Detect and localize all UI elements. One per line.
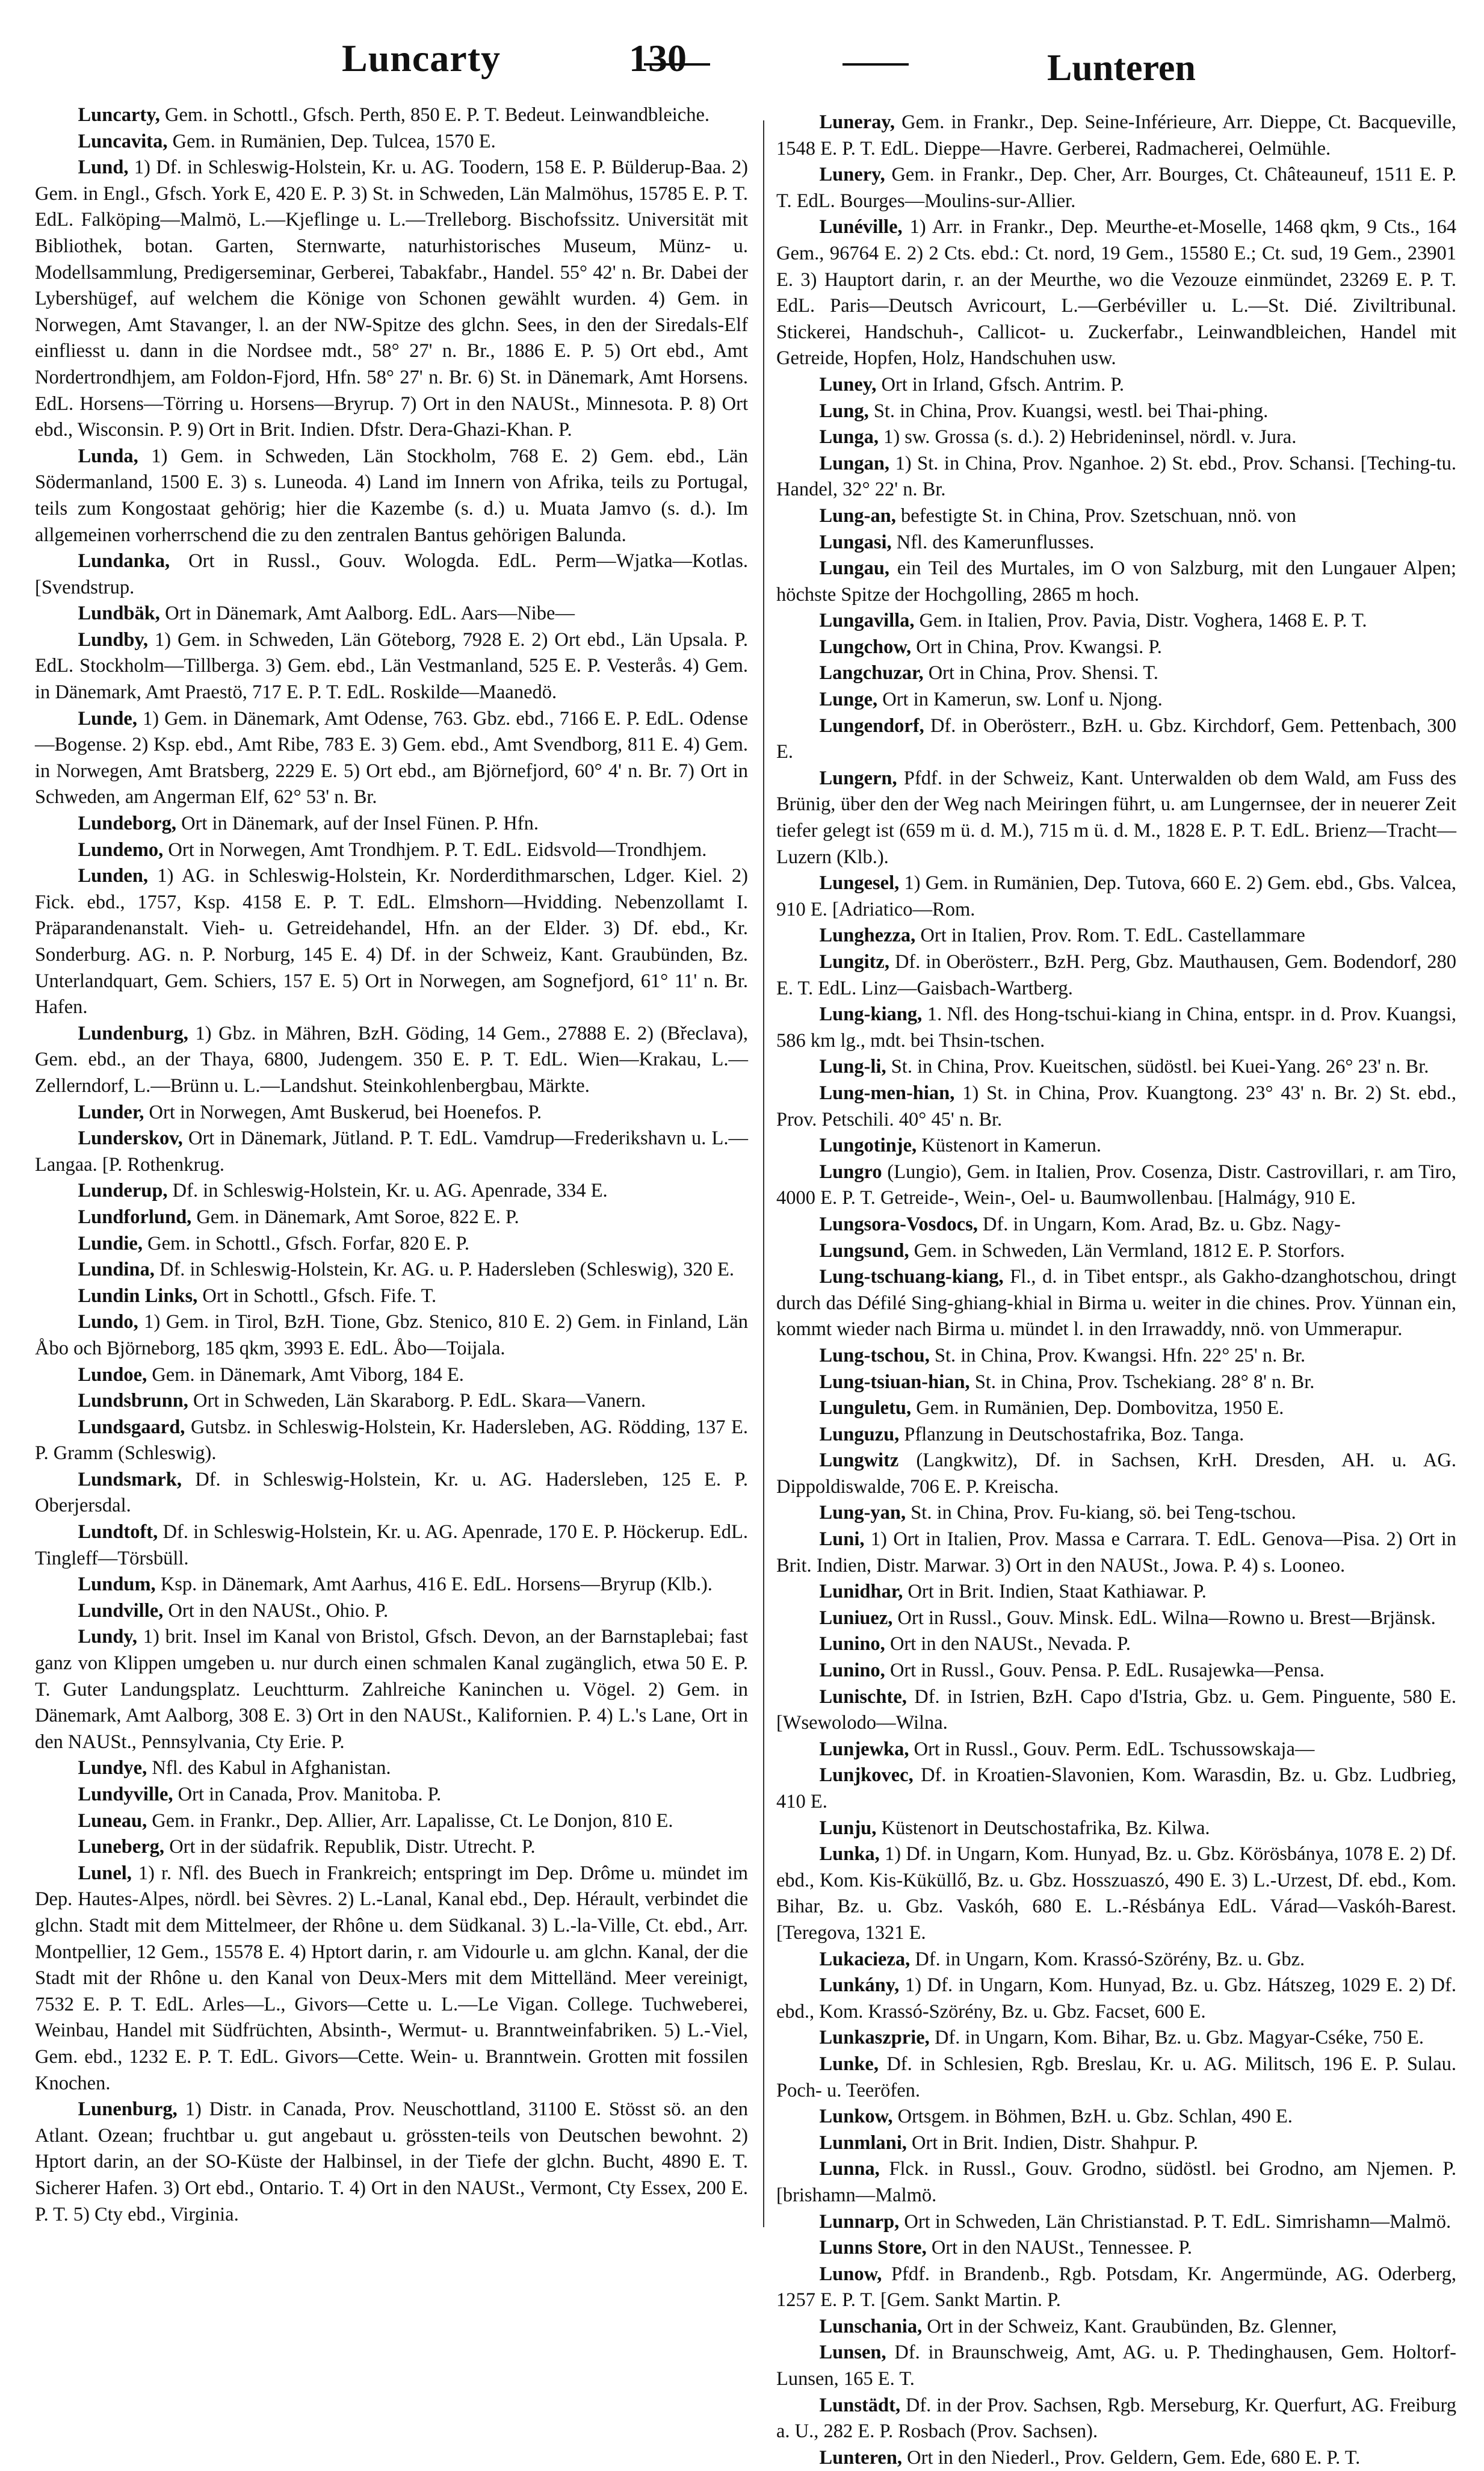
entry-headword: Lunga, (819, 426, 879, 448)
entry-text: Df. in der Prov. Sachsen, Rgb. Merseburg, Kr. Querfurt, AG. Freiburg a. U., 282 E. P. Rosbach (Prov. Sachsen). (776, 2394, 1456, 2443)
dictionary-entry (776, 608, 1456, 634)
dictionary-entry (776, 1500, 1456, 1527)
entry-text: Df. in Kroatien-Slavonien, Kom. Warasdin, Bz. u. Gbz. Ludbrieg, 410 E. (776, 1764, 1456, 1812)
dictionary-entry (776, 1002, 1456, 1054)
dictionary-entry (776, 1395, 1456, 1422)
entry-headword: Lungesel, (819, 872, 900, 894)
entry-headword: Lundin Links, (78, 1285, 198, 1307)
entry-text: Ort in den NAUSt., Nevada. P. (885, 1633, 1131, 1655)
entry-headword: Lunenburg, (78, 2098, 178, 2121)
dictionary-entry (776, 2393, 1456, 2445)
entry-text: Pfdf. in der Schweiz, Kant. Unterwalden ob dem Wald, am Fuss des Brünig, über den der Weg nach Meiringen führt, u. am Lungernsee, der in neuerer Zeit tiefer gelegt ist (659 m ü. d. M.), 715 m ü. d. M., 1828 E. P. T. EdL. Brienz—Tracht—Luzern (Klb.). (776, 767, 1456, 868)
entry-headword: Lunka, (819, 1843, 880, 1865)
entry-headword: Lundyville, (78, 1784, 173, 1805)
dictionary-entry (35, 837, 748, 864)
dictionary-entry (776, 1369, 1456, 1396)
entry-headword: Lungendorf, (819, 715, 924, 737)
dictionary-entry (776, 660, 1456, 687)
entry-text: 1) Gem. in Rumänien, Dep. Tutova, 660 E. 2) Gem. ebd., Gbs. Valcea, 910 E. [Adriatico—Rom. (776, 872, 1456, 920)
dictionary-entry (776, 372, 1456, 398)
entry-headword: Lunow, (819, 2263, 882, 2285)
entry-headword: Lung-yan, (819, 1502, 906, 1524)
entry-text: Gem. in Dänemark, Amt Viborg, 184 E. (147, 1363, 464, 1386)
entry-headword: Lunsen, (819, 2342, 886, 2364)
entry-text: Gem. in Frankr., Dep. Cher, Arr. Bourges, Ct. Châteauneuf, 1511 E. P. T. EdL. Bourges—Moulins-sur-Allier. (776, 164, 1456, 212)
entry-headword: Lungitz, (819, 951, 889, 973)
dictionary-entry (35, 1257, 748, 1283)
entry-headword: Lung-tschuang-kiang, (819, 1266, 1004, 1288)
entry-text: 1) r. Nfl. des Buech in Frankreich; entspringt im Dep. Drôme u. mündet im Dep. Hautes-Alpes, nördl. bei Sèvres. 2) L.-Lanal, Kanal ebd., Dep. Hérault, verbindet die glchn. Stadt mit dem Mittelmeer, der Rhône u. dem Südkanal. 3) L.-la-Ville, Ct. ebd., Arr. Montpellier, 12 Gem., 15578 E. 4) Hptort darin, r. am Vidourle u. am glchn. Kanal, der die Stadt mit der Rhône u. den Kanal von Deux-Mers mit dem Mittelländ. Meer vereinigt, 7532 E. P. T. EdL. Arles—L., Givors—Cette u. L.—Le Vigan. College. Tuchweberei, Weinbau, Handel mit Südfrüchten, Absinth-, Wermut- u. Branntweinfabriken. 5) L.-Viel, Gem. ebd., 1232 E. P. T. EdL. Givors—Cette. Wein- u. Branntwein. Grotten mit fossilen Knochen. (35, 1862, 748, 2094)
entry-headword: Lundemo, (78, 839, 164, 861)
entry-text: 1) Arr. in Frankr., Dep. Meurthe-et-Moselle, 1468 qkm, 9 Cts., 164 Gem., 96764 E. 2) 2 Cts. ebd.: Ct. nord, 19 Gem., 15580 E.; Ct. sud, 19 Gem., 23901 E. 3) Hauptort darin, r. an der Meurthe, wo die Vezouze einmündet, 23269 E. P. T. EdL. Paris—Deutsch Avricourt, L.—Gerbéviller u. L.—St. Dié. Ziviltribunal. Stickerei, Handschuh-, Callicot- u. Zuckerfabr., Leinwandbleichen, Handel mit Getreide, Hopfen, Holz, Handschuhen usw. (776, 216, 1456, 370)
entry-text: Gem. in Frankr., Dep. Allier, Arr. Lapalisse, Ct. Le Donjon, 810 E. (147, 1809, 673, 1832)
entry-headword: Lundenburg, (78, 1022, 188, 1044)
entry-headword: Lunschania, (819, 2315, 923, 2337)
dictionary-entry (776, 2235, 1456, 2262)
entry-headword: Luneray, (819, 111, 895, 133)
entry-text: Ort in China, Prov. Shensi. T. (923, 662, 1158, 684)
entry-headword: Lunghezza, (819, 925, 916, 947)
entry-text: Ort in Norwegen, Amt Buskerud, bei Hoenefos. P. (144, 1101, 542, 1123)
entry-headword: Lung-tsiuan-hian, (819, 1371, 970, 1393)
entry-text: 1) AG. in Schleswig-Holstein, Kr. Norderdithmarschen, Ldger. Kiel. 2) Fick. ebd., 1757, Ksp. 4158 E. P. T. EdL. Elmshorn—Hvidding. Nebenzollamt I. Präparandenanstalt. Vieh- u. Getreidehandel, Hfn. an der Elder. 3) Df. ebd., Kr. Sonderburg. AG. n. P. Norburg, 145 E. 4) Df. in der Schweiz, Kant. Graubünden, Bz. Unterlandquart, Gem. Schiers, 157 E. 5) Ort in Norwegen, am Sognefjord, 61° 11' n. Br. Hafen. (35, 865, 748, 1018)
dictionary-entry (776, 110, 1456, 162)
column-divider (763, 120, 764, 2227)
entry-headword: Lunge, (819, 689, 878, 711)
entry-headword: Luni, (819, 1528, 865, 1551)
dictionary-entry (35, 1808, 748, 1835)
header-dash-right (842, 63, 909, 66)
dictionary-entry (35, 1834, 748, 1861)
entry-text: Df. in Schleswig-Holstein, Kr. u. AG. Apenrade, 170 E. P. Höckerup. EdL. Tingleff—Törsbüll. (35, 1521, 748, 1569)
dictionary-entry (35, 548, 748, 601)
entry-headword: Lungern, (819, 767, 897, 789)
entry-text: Gem. in Schottl., Gfsch. Forfar, 820 E. P. (142, 1232, 470, 1254)
entry-text: Df. in Schlesien, Rgb. Breslau, Kr. u. AG. Militsch, 196 E. P. Sulau. Poch- u. Teeröfen. (776, 2053, 1456, 2101)
entry-text: Ort in den Niederl., Prov. Geldern, Gem. Ede, 680 E. P. T. (902, 2446, 1361, 2469)
dictionary-entry (35, 155, 748, 444)
dictionary-entry (35, 1861, 748, 2097)
entry-text: 1) Gbz. in Mähren, BzH. Göding, 14 Gem., 27888 E. 2) (Břeclava), Gem. ebd., an der Thaya, 6800, Judengem. 350 E. P. T. EdL. Wien—Krakau, L.—Zellerndorf, L.—Brünn u. L.—Landshut. Steinkohlenbergbau, Märkte. (35, 1022, 748, 1097)
dictionary-entry (35, 1624, 748, 1755)
entry-text: St. in China, Prov. Kuangsi, westl. bei Thai-phing. (868, 400, 1269, 422)
dictionary-entry (776, 1973, 1456, 2025)
entry-text: Gem. in Rumänien, Dep. Tulcea, 1570 E. (167, 130, 496, 152)
entry-headword: Lunnarp, (819, 2210, 900, 2233)
entry-headword: Lunns Store, (819, 2237, 927, 2259)
dictionary-entry (35, 1755, 748, 1782)
entry-text: Df. in Schleswig-Holstein, Kr. u. AG. Apenrade, 334 E. (167, 1180, 608, 1202)
entry-headword: Lundville, (78, 1599, 164, 1622)
entry-text: Ort in Schweden, Län Skaraborg. P. EdL. Skara—Vanern. (188, 1390, 646, 1412)
entry-text: 1) Gem. in Schweden, Län Göteborg, 7928 E. 2) Ort ebd., Län Upsala. P. EdL. Stockholm—Tillberga. 3) Gem. ebd., Län Vestmanland, 525 E. P. Vesterås. 4) Gem. in Dänemark, Amt Praestö, 717 E. P. T. EdL. Roskilde—Maanedö. (35, 628, 748, 704)
dictionary-entry (776, 949, 1456, 1002)
entry-headword: Lunde, (78, 707, 137, 730)
entry-headword: Lung-li, (819, 1056, 886, 1078)
dictionary-entry (776, 1631, 1456, 1658)
entry-headword: Lundbäk, (78, 603, 160, 625)
entry-headword: Lunguletu, (819, 1397, 912, 1419)
entry-headword: Luneberg, (78, 1836, 165, 1858)
entry-text: Ort in Russl., Gouv. Wologda. EdL. Perm—Wjatka—Kotlas. [Svendstrup. (35, 550, 748, 598)
dictionary-entry (776, 1527, 1456, 1579)
entry-text: Küstenort in Kamerun. (917, 1135, 1102, 1157)
dictionary-entry (776, 2156, 1456, 2209)
entry-text: 1) Ort in Italien, Prov. Massa e Carrara. T. EdL. Genova—Pisa. 2) Ort in Brit. Indien, Distr. Marwar. 3) Ort in den NAUSt., Jowa. P. 4) s. Looneo. (776, 1528, 1456, 1577)
entry-headword: Lundie, (78, 1232, 143, 1254)
entry-headword: Luneau, (78, 1809, 147, 1832)
entry-headword: Lunju, (819, 1817, 877, 1839)
entry-text: Ort in Norwegen, Amt Trondhjem. P. T. EdL. Eidsvold—Trondhjem. (163, 839, 707, 861)
dictionary-entry (776, 451, 1456, 503)
entry-headword: Lunguzu, (819, 1423, 900, 1445)
dictionary-entry (35, 129, 748, 155)
entry-text: Nfl. des Kabul in Afghanistan. (147, 1757, 391, 1779)
entry-headword: Lundsgaard, (78, 1416, 185, 1438)
entry-headword: Lunkow, (819, 2106, 893, 2128)
dictionary-entry (776, 2340, 1456, 2392)
entry-text: Pflanzung in Deutschostafrika, Boz. Tanga. (899, 1423, 1244, 1445)
entry-headword: Lungotinje, (819, 1135, 917, 1157)
entry-text: Fl., d. in Tibet entspr., als Gakho-dzanghotschou, dringt durch das Défilé Sing-ghiang-khial in Birma u. weiter in die chines. Prov. Yünnan ein, kommt wieder nach Birma u. mündet l. in den Irrawaddy, nnö. von Ummerapur. (776, 1266, 1456, 1341)
entry-headword: Lung, (819, 400, 869, 422)
dictionary-entry (776, 1238, 1456, 1265)
dictionary-entry (776, 2130, 1456, 2157)
dictionary-entry (35, 444, 748, 548)
dictionary-entry (35, 1126, 748, 1178)
entry-text: Gem. in Schweden, Län Vermland, 1812 E. P. Storfors. (909, 1239, 1345, 1262)
entry-text: Ort in den NAUSt., Ohio. P. (163, 1599, 389, 1622)
dictionary-entry (776, 923, 1456, 949)
entry-headword: Luney, (819, 373, 877, 395)
dictionary-entry (35, 811, 748, 837)
entry-text: Gem. in Rumänien, Dep. Dombovitza, 1950 E. (911, 1397, 1284, 1419)
dictionary-entry (35, 1415, 748, 1467)
entry-text: 1) Df. in Schleswig-Holstein, Kr. u. AG. Toodern, 158 E. P. Bülderup-Baa. 2) Gem. in Engl., Gfsch. York E, 420 E. P. 3) St. in Schweden, Län Malmöhus, 15785 E. P. T. EdL. Falköping—Malmö, L.—Kjeflinge u. L.—Trelleborg. Bischofssitz. Universität mit Bibliothek, botan. Garten, Sternwarte, naturhistorisches Museum, Münz- u. Modellsammlung, Predigerseminar, Gerberei, Tabakfabr., Handel. 55° 42' n. Br. Dabei der Lybershügef, auf welchem die Könige von Schonen gewählt wurden. 4) Gem. in Norwegen, Amt Stavanger, l. an der NW-Spitze des glchn. Sees, in den der Siredals-Elf einfliesst u. dann in die Nordsee mdt., 58° 27' n. Br., 1886 E. P. 5) Ort ebd., Amt Nordertrondhjem, am Foldon-Fjord, Hfn. 58° 27' n. Br. 6) St. in Dänemark, Amt Horsens. EdL. Horsens—Törring u. Horsens—Bryrup. 7) Ort in den NAUSt., Minnesota. P. 8) Ort ebd., Wisconsin. P. 9) Ort in Brit. Indien. Dfstr. Dera-Ghazi-Khan. P. (35, 157, 748, 441)
dictionary-entry (776, 2104, 1456, 2130)
dictionary-entry (776, 2314, 1456, 2340)
dictionary-entry (776, 1159, 1456, 1212)
entry-headword: Lunery, (819, 164, 885, 186)
entry-headword: Lundye, (78, 1757, 147, 1779)
entry-headword: Lundby, (78, 628, 149, 651)
entry-headword: Lundsmark, (78, 1468, 182, 1490)
dictionary-entry (776, 1737, 1456, 1763)
entry-headword: Lunjkovec, (819, 1764, 914, 1787)
dictionary-entry (35, 627, 748, 706)
dictionary-entry (776, 1684, 1456, 1737)
entry-text: 1) Df. in Ungarn, Kom. Hunyad, Bz. u. Gbz. Hátszeg, 1029 E. 2) Df. ebd., Kom. Krassó-Szörény, Bz. u. Gbz. Facset, 600 E. (776, 1974, 1456, 2023)
entry-text: Df. in Ungarn, Kom. Krassó-Szörény, Bz. u. Gbz. (910, 1948, 1305, 1970)
entry-headword: Lungsund, (819, 1239, 909, 1262)
entry-headword: Lunke, (819, 2053, 879, 2075)
dictionary-entry (776, 1947, 1456, 1973)
running-head-right: Lunteren (1047, 48, 1196, 88)
entry-text: Gem. in Frankr., Dep. Seine-Inférieure, Arr. Dieppe, Ct. Bacqueville, 1548 E. P. T. EdL. Dieppe—Havre. Gerberei, Radmacherei, Oelmühle. (776, 111, 1456, 160)
dictionary-entry (776, 1579, 1456, 1605)
entry-text: Ort in Kamerun, sw. Lonf u. Njong. (877, 689, 1163, 711)
dictionary-entry (776, 1422, 1456, 1448)
entry-headword: Lungasi, (819, 531, 892, 553)
entry-text: Df. in Braunschweig, Amt, AG. u. P. Thedinghausen, Gem. Holtorf-Lunsen, 165 E. T. (776, 2342, 1456, 2390)
entry-headword: Lunkaszprie, (819, 2027, 930, 2049)
entry-headword: Lunel, (78, 1862, 132, 1884)
dictionary-entry (776, 2262, 1456, 2314)
entry-text: Ort in Brit. Indien, Staat Kathiawar. P. (903, 1581, 1207, 1603)
entry-headword: Lunmlani, (819, 2132, 907, 2154)
dictionary-entry (35, 1309, 748, 1362)
entry-headword: Lunden, (78, 865, 149, 887)
entry-text: Gem. in Italien, Prov. Pavia, Distr. Voghera, 1468 E. P. T. (914, 610, 1367, 632)
entry-headword: Luncavita, (78, 130, 168, 152)
entry-text: Df. in Oberösterr., BzH. u. Gbz. Kirchdorf, Gem. Pettenbach, 300 E. (776, 715, 1456, 763)
entry-text: Ort in Russl., Gouv. Perm. EdL. Tschussowskaja— (909, 1738, 1315, 1760)
entry-text: Flck. in Russl., Gouv. Grodno, südöstl. bei Grodno, am Njemen. P. [brishamn—Malmö. (776, 2158, 1456, 2206)
dictionary-entry (35, 1598, 748, 1625)
dictionary-entry (776, 1841, 1456, 1946)
entry-headword: Luncarty, (78, 104, 160, 126)
dictionary-entry (35, 706, 748, 811)
dictionary-entry (776, 687, 1456, 713)
entry-headword: Lunder, (78, 1101, 144, 1123)
entry-headword: Lundina, (78, 1259, 155, 1281)
left-column (35, 102, 748, 2233)
dictionary-entry (776, 1763, 1456, 1815)
entry-text: Ortsgem. in Böhmen, BzH. u. Gbz. Schlan, 490 E. (892, 2106, 1293, 2128)
dictionary-entry (35, 863, 748, 1021)
entry-text: Nfl. des Kamerunflusses. (891, 531, 1095, 553)
entry-text: 1) Gem. in Dänemark, Amt Odense, 763. Gbz. ebd., 7166 E. P. EdL. Odense—Bogense. 2) Ksp. ebd., Amt Ribe, 783 E. 3) Gem. ebd., Amt Svendborg, 811 E. 4) Gem. in Norwegen, Amt Bratsberg, 2229 E. 5) Ort ebd., am Björnefjord, 60° 4' n. Br. 7) Ort in Schweden, am Angerman Elf, 62° 53' n. Br. (35, 707, 748, 808)
entry-headword: Lungchow, (819, 636, 912, 658)
entry-headword: Langchuzar, (819, 662, 924, 684)
page-number: 130 (629, 37, 687, 79)
entry-text: 1) Distr. in Canada, Prov. Neuschottland, 31100 E. Stösst sö. an den Atlant. Ozean; fruchtbar u. gut angebaut u. grössten-teils von Deutschen bewohnt. 2) Hptort darin, an der SO-Küste der Halbinsel, in der Tiefe der glchn. Bucht, 4890 E. T. Sicherer Hafen. 3) Ort ebd., Ontario. T. 4) Ort in den NAUSt., Vermont, Cty Essex, 200 E. P. T. 5) Cty ebd., Virginia. (35, 2098, 748, 2225)
entry-text: 1) Gem. in Schweden, Län Stockholm, 768 E. 2) Gem. ebd., Län Södermanland, 1500 E. 3) s. Luneoda. 4) Land im Innern von Afrika, teils zu Portugal, teils zum Kongostaat gehörig; hier die Kazembe (s. d.) u. Muata Jamvo (s. d.). Im allgemeinen vorherrschend die zu den zentralen Bantus gehörigen Balunda. (35, 445, 748, 546)
entry-headword: Lungan, (819, 452, 890, 474)
entry-headword: Lunteren, (819, 2446, 903, 2469)
entry-text: Ort in Schottl., Gfsch. Fife. T. (197, 1285, 437, 1307)
entry-headword: Lunino, (819, 1660, 885, 1682)
entry-headword: Lundsbrunn, (78, 1390, 188, 1412)
entry-text: Ort in Dänemark, Amt Aalborg. EdL. Aars—Nibe— (159, 603, 575, 625)
dictionary-entry (776, 634, 1456, 661)
entry-text: Pfdf. in Brandenb., Rgb. Potsdam, Kr. Angermünde, AG. Oderberg, 1257 E. P. T. [Gem. Sankt Martin. P. (776, 2263, 1456, 2311)
entry-text: Ort in Schweden, Län Christianstad. P. T. EdL. Simrishamn—Malmö. (899, 2210, 1452, 2233)
entry-text: befestigte St. in China, Prov. Szetschuan, nnö. von (895, 504, 1296, 527)
right-column (776, 110, 1456, 2469)
dictionary-entry (776, 1343, 1456, 1369)
entry-headword: Lunderskov, (78, 1127, 183, 1150)
dictionary-entry (35, 1283, 748, 1310)
dictionary-entry (776, 766, 1456, 870)
entry-text: Gutsbz. in Schleswig-Holstein, Kr. Hadersleben, AG. Rödding, 137 E. P. Gramm (Schleswig). (35, 1416, 748, 1465)
dictionary-entry (35, 1782, 748, 1808)
dictionary-entry (776, 162, 1456, 214)
entry-text: Df. in Schleswig-Holstein, Kr. AG. u. P. Hadersleben (Schleswig), 320 E. (154, 1259, 735, 1281)
entry-headword: Lundo, (78, 1311, 138, 1333)
entry-headword: Lunjewka, (819, 1738, 909, 1760)
entry-text: Ort in Canada, Prov. Manitoba. P. (173, 1784, 442, 1805)
entry-text: 1) Gem. in Tirol, BzH. Tione, Gbz. Stenico, 810 E. 2) Gem. in Finland, Län Åbo och Björneborg, 185 qkm, 3993 E. EdL. Åbo—Toijala. (35, 1311, 748, 1359)
dictionary-entry (776, 1054, 1456, 1080)
entry-headword: Lundeborg, (78, 813, 176, 835)
dictionary-entry (35, 1204, 748, 1231)
dictionary-entry (35, 1178, 748, 1204)
dictionary-entry (776, 1658, 1456, 1684)
entry-headword: Lungsora-Vosdocs, (819, 1213, 978, 1235)
entry-text: St. in China, Prov. Fu-kiang, sö. bei Teng-tschou. (906, 1502, 1296, 1524)
entry-headword: Lunidhar, (819, 1581, 903, 1603)
dictionary-entry (35, 2097, 748, 2228)
dictionary-entry (35, 1362, 748, 1389)
entry-text: Ort in Dänemark, Jütland. P. T. EdL. Vamdrup—Frederikshavn u. L.—Langaa. [P. Rothenkrug. (35, 1127, 748, 1176)
entry-headword: Lundforlund, (78, 1206, 192, 1228)
entry-headword: Lundtoft, (78, 1521, 158, 1543)
dictionary-entry (35, 1231, 748, 1257)
entry-headword: Lunstädt, (819, 2394, 901, 2416)
dictionary-entry (35, 1100, 748, 1126)
dictionary-entry (35, 1388, 748, 1415)
entry-text: 1. Nfl. des Hong-tschui-kiang in China, entspr. in d. Prov. Kuangsi, 586 km lg., mdt. bei Thsin-tschen. (776, 1003, 1456, 1052)
entry-headword: Lundy, (78, 1626, 137, 1648)
dictionary-entry (35, 601, 748, 627)
entry-headword: Lund, (78, 157, 129, 179)
entry-text: Ort in Italien, Prov. Rom. T. EdL. Castellammare (915, 925, 1305, 947)
entry-headword: Lukacieza, (819, 1948, 910, 1970)
dictionary-entry (776, 1212, 1456, 1238)
entry-text: 1) sw. Grossa (s. d.). 2) Hebrideninsel, nördl. v. Jura. (878, 426, 1297, 448)
entry-text: Df. in Schleswig-Holstein, Kr. u. AG. Hadersleben, 125 E. P. Oberjersdal. (35, 1468, 748, 1517)
dictionary-entry (776, 530, 1456, 556)
dictionary-entry (776, 398, 1456, 425)
entry-text: Ort in China, Prov. Kwangsi. P. (911, 636, 1162, 658)
entry-headword: Lundum, (78, 1573, 156, 1596)
dictionary-entry (776, 556, 1456, 608)
entry-headword: Lungro (819, 1161, 882, 1183)
entry-text: (Langkwitz), Df. in Sachsen, KrH. Dresden, AH. u. AG. Dippoldiswalde, 706 E. P. Kreischa. (776, 1449, 1456, 1498)
entry-headword: Lunéville, (819, 216, 903, 238)
entry-text: Ort in Russl., Gouv. Minsk. EdL. Wilna—Rowno u. Brest—Brjänsk. (892, 1607, 1436, 1629)
entry-text: Gem. in Schottl., Gfsch. Perth, 850 E. P. T. Bedeut. Leinwandbleiche. (159, 104, 710, 126)
dictionary-entry (776, 2025, 1456, 2051)
entry-text: 1) Df. in Ungarn, Kom. Hunyad, Bz. u. Gbz. Körösbánya, 1078 E. 2) Df. ebd., Kom. Kis-Küküllő, Bz. u. Gbz. Hosszuaszó, 490 E. 3) L.-Urzest, Df. ebd., Kom. Bihar, Bz. u. Gbz. Vaskóh, 680 E. L.-Résbánya EdL. Várad—Vaskóh-Barest. [Teregova, 1321 E. (776, 1843, 1456, 1944)
entry-text: Ort in Irland, Gfsch. Antrim. P. (876, 373, 1124, 395)
dictionary-entry (776, 2445, 1456, 2471)
entry-text: 1) brit. Insel im Kanal von Bristol, Gfsch. Devon, an der Barnstaplebai; fast ganz von Klippen umgeben u. nur durch einen schmalen Kanal zugänglich, etwa 50 E. P. T. Guter Landungsplatz. Leuchtturm. Zahlreiche Kaninchen u. Vögel. 2) Gem. in Dänemark, Amt Aalborg, 308 E. 3) Ort in den NAUSt., Kalifornien. P. 4) L.'s Lane, Ort in den NAUSt., Pennsylvania, Cty Erie. P. (35, 1626, 748, 1753)
dictionary-entry (776, 1080, 1456, 1133)
entry-text: St. in China, Prov. Kueitschen, südöstl. bei Kuei-Yang. 26° 23' n. Br. (886, 1056, 1429, 1078)
entry-headword: Lungau, (819, 557, 890, 580)
dictionary-entry (776, 424, 1456, 451)
entry-text: Df. in Ungarn, Kom. Arad, Bz. u. Gbz. Nagy- (977, 1213, 1341, 1235)
dictionary-entry (776, 214, 1456, 372)
entry-text: Ort in der südafrik. Republik, Distr. Utrecht. P. (164, 1836, 536, 1858)
dictionary-entry (776, 1264, 1456, 1343)
entry-headword: Lung-kiang, (819, 1003, 923, 1026)
entry-headword: Lundanka, (78, 550, 170, 572)
entry-text: Df. in Ungarn, Kom. Bihar, Bz. u. Gbz. Magyar-Cséke, 750 E. (929, 2027, 1424, 2049)
dictionary-entry (776, 713, 1456, 766)
entry-headword: Lunda, (78, 445, 138, 467)
dictionary-entry (35, 1572, 748, 1598)
entry-text: Ort in der Schweiz, Kant. Graubünden, Bz. Glenner, (922, 2315, 1337, 2337)
entry-headword: Lundoe, (78, 1363, 147, 1386)
entry-headword: Lungavilla, (819, 610, 915, 632)
entry-headword: Lunna, (819, 2158, 880, 2180)
entry-text: Ort in Dänemark, auf der Insel Fünen. P. Hfn. (176, 813, 539, 835)
entry-text: 1) St. in China, Prov. Nganhoe. 2) St. ebd., Prov. Schansi. [Teching-tu. Handel, 32° 22' n. Br. (776, 452, 1456, 501)
dictionary-entry (35, 102, 748, 129)
dictionary-entry (776, 2209, 1456, 2236)
entry-headword: Lungwitz (819, 1449, 899, 1472)
entry-text: Ort in Brit. Indien, Distr. Shahpur. P. (906, 2132, 1198, 2154)
entry-text: Küstenort in Deutschostafrika, Bz. Kilwa. (876, 1817, 1210, 1839)
dictionary-entry (776, 503, 1456, 530)
entry-headword: Lunderup, (78, 1180, 168, 1202)
entry-text: Ort in den NAUSt., Tennessee. P. (926, 2237, 1192, 2259)
running-head-left: Luncarty (342, 37, 501, 79)
entry-text: Df. in Oberösterr., BzH. Perg, Gbz. Mauthausen, Gem. Bodendorf, 280 E. T. EdL. Linz—Gaisbach-Wartberg. (776, 951, 1456, 999)
dictionary-entry (776, 1815, 1456, 1842)
entry-headword: Lung-an, (819, 504, 896, 527)
entry-text: 1) St. in China, Prov. Kuangtong. 23° 43' n. Br. 2) St. ebd., Prov. Petschili. 40° 45' n. Br. (776, 1082, 1456, 1130)
dictionary-entry (35, 1519, 748, 1572)
entry-headword: Lunino, (819, 1633, 885, 1655)
entry-text: Ksp. in Dänemark, Amt Aarhus, 416 E. EdL. Horsens—Bryrup (Klb.). (155, 1573, 713, 1596)
dictionary-entry (776, 1448, 1456, 1500)
dictionary-entry (776, 1605, 1456, 1632)
entry-headword: Lunkány, (819, 1974, 900, 1997)
dictionary-entry (776, 2051, 1456, 2104)
entry-text: Ort in Russl., Gouv. Pensa. P. EdL. Rusajewka—Pensa. (885, 1660, 1325, 1682)
entry-headword: Lunischte, (819, 1685, 907, 1708)
entry-headword: Lung-men-hian, (819, 1082, 955, 1104)
entry-text: Df. in Istrien, BzH. Capo d'Istria, Gbz. u. Gem. Pinguente, 580 E. [Wsewolodo—Wilna. (776, 1685, 1456, 1734)
entry-text: Gem. in Dänemark, Amt Soroe, 822 E. P. (191, 1206, 519, 1228)
dictionary-entry (35, 1021, 748, 1100)
dictionary-entry (776, 1133, 1456, 1159)
dictionary-entry (35, 1467, 748, 1519)
entry-headword: Luniuez, (819, 1607, 893, 1629)
page-header (0, 0, 1484, 96)
entry-text: (Lungio), Gem. in Italien, Prov. Cosenza, Distr. Castrovillari, r. am Tiro, 4000 E. P. T. Getreide-, Wein-, Oel- u. Baumwollenbau. [Halmágy, 910 E. (776, 1161, 1456, 1209)
entry-text: ein Teil des Murtales, im O von Salzburg, mit den Lungauer Alpen; höchste Spitze der Hochgolling, 2865 m hoch. (776, 557, 1456, 606)
dictionary-entry (776, 870, 1456, 923)
entry-text: St. in China, Prov. Kwangsi. Hfn. 22° 25' n. Br. (929, 1344, 1306, 1366)
entry-text: St. in China, Prov. Tschekiang. 28° 8' n. Br. (969, 1371, 1315, 1393)
entry-headword: Lung-tschou, (819, 1344, 930, 1366)
